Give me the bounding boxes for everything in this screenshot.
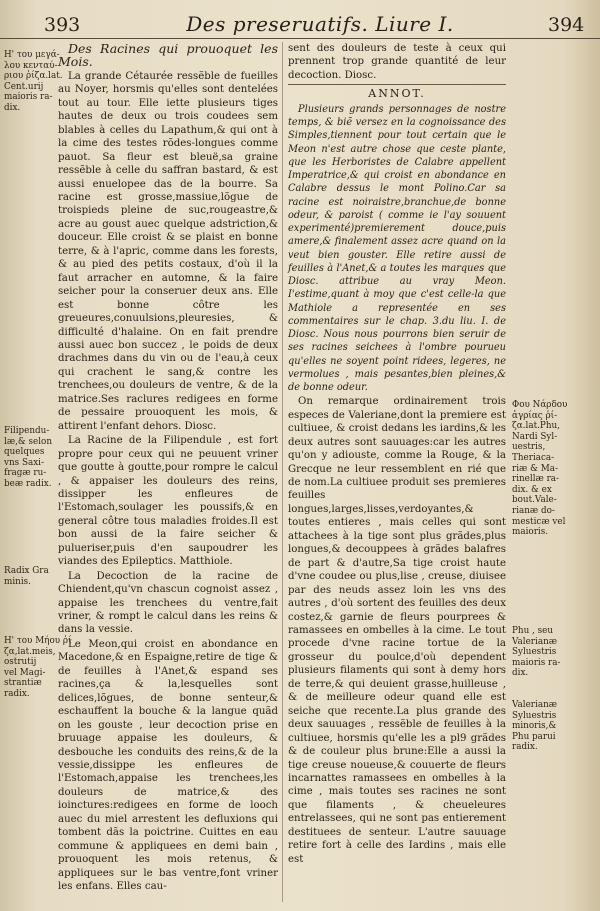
margin-note-valeriana-minor: Valerianæ Syluestris minoris,& Phu parui radix.: [512, 700, 558, 753]
section-title: Des Racines qui prouoquet les Mois.: [58, 41, 278, 70]
running-title: Des preseruatifs. Liure I.: [186, 12, 454, 36]
paragraph-continuation: sent des douleurs de teste à ceux qui prennent trop grande quantité de leur decoction. Diosc.: [288, 43, 506, 81]
paragraph-centaury: La grande Cétaurée ressẽble de fueilles au Noyer, horsmis qu'elles sont dentelées tout au tour. Elle iette plusieurs tiges hautes de deux ou trois coudees sem blables à celles du Lapathum,& qui ont à la cime des testes rõdes-longues comme pauot. Sa fleur est bleuë,sa graine ressẽble à celle du saffran bastard, & est aussi enuelopee das de la bourre. Sa racine est grosse,massiue,lõgue de troispieds pleine de suc,rougeastre,& acre au goust auec quelque adstriction,& douceur. Elle croist & se plaist en bonne terre, & à l'apric, comme dans les forests, & au pied des petits costaux, d'où il la faut arracher en automne, & la faire seicher pour la conseruer deux ans. Elle est bonne côtre les greueures,conuulsions,pleuresies, & difficulté d'halaine. On en fait prendre aussi auec bon succez , le poids de deux drachmes dans du vin ou de l'eau,à ceux qui crachent le sang,& contre les trenchees,ou douleurs de ventre, & de la matrice.Ses raclures redigees en forme de pessaire prouoquent les mois, & attirent l'enfant dehors. Diosc.: [58, 70, 278, 432]
margin-note-valeriana-maior: Phu , seu Valerianæ Syluestris maioris ra- dix.: [512, 626, 561, 679]
annotation-heading: ANNOT.: [288, 84, 506, 100]
running-header: [0, 8, 600, 39]
left-text-column: [58, 42, 278, 895]
paragraph-valeriane: On remarque ordinairement trois especes de Valeriane,dont la premiere est cultiuee, & croist dedans les iardins,& les deux autres sont sauuages:car les autres qu'on y adiouste, comme la Rouge, & la Grecque ne leur ressemblent en rié que de nom.La cultiuee produit ses premieres feuilles longues,larges,lisses,verdoyantes,& toutes entieres , mais celles qui sont attachees à la tige sont plus grãdes,plus longues,& decouppees à grãdes balafres de part & d'autre,Sa tige croist haute d'vne coudee ou plus,lise , creuse, diuisee par des neuds assez loin les vns des autres , d'où sortent des feuilles des deux costez,& garnie de fleurs pourprees & ramassees en ombelles à la cime. Le tout procede d'vne racine tortue de la grosseur du poulce,d'où dependent plusieurs filaments qui sont à demy hors de terre,& qui deuient grasse,huilleuse , & de meilleure odeur quand elle est seiche que recente.La plus grande des deux sauuages , ressẽble de feuilles à la cultiuee, horsmis qu'elle les a pl9 grãdes & de couleur plus brune:Elle a aussi la tige creuse noueuse,& couuerte de fleurs incarnattes ramassees en ombelles à la cime , mais toutes ses racines ne sont que filaments , & cheueleures entrelassees, qui ne sont pas entierement destituees de senteur. L'autre sauuage retire fort à celle des Iardins , mais elle est: [288, 396, 506, 865]
annotation-text: Plusieurs grands personnages de nostre temps, & biẽ versez en la cognoissance des Simples,tiennent pour tout certain que le Meon n'est autre chose que ceste plante, que les Herboristes de Calabre appellent Imperatrice,& qui croist en abondance en Calabre dessus le mont Polino.Car sa racine est noiraistre,branchue,de bonne odeur, & paroist ( comme ie l'ay souuent experimenté)premierement douce,puis amere,& finalement assez acre quand on la veut bien gouster. Elle retire aussi de feuilles à l'Anet,& a toutes les marques que Diosc. attribue au vray Meon. I'estime,quant à moy que c'est celle-la que Mathiole a representée en ses commentaires sur le chap. 3.du liu. I. de Diosc. Nous nous pourrons bien seruir de ses racines seichees à l'ombre pourueu qu'elles ne soyent point ridees, legeres, ne vermolues , mais pesantes,bien pleines,& de bonne odeur.: [288, 103, 506, 394]
paragraph-filipendula: La Racine de la Filipendule , est fort propre pour ceux qui ne peuuent vriner que goutte à goutte,pour rompre le calcul , & appaiser les douleurs des reins, dissipper les enfleures de l'Estomach,soulager les poussifs,& en general côtre tous maladies froides.Il est bon aussi de la faire seicher & pulueriser,puis d'en saupoudrer les viandes des Epileptics. Matthiole.: [58, 435, 278, 568]
column-divider: [282, 42, 283, 902]
margin-note-graminis: Radix Gra minis.: [4, 566, 49, 587]
left-page-number: 393: [44, 14, 81, 36]
margin-note-meon: Η' του Μήου ῥί ζα,lat.meis, ostrutij vel Magi- strantiæ radix.: [4, 636, 72, 699]
paragraph-chiendent: La Decoction de la racine de Chiendent,qu'vn chascun cognoist assez , appaise les trenchees du ventre,fait vriner, & rompt le calcul dans les reins & dans la vessie.: [58, 570, 278, 636]
margin-note-filipendula: Filipendu- læ,& selon quelques vns Saxi- fragæ ru- beæ radix.: [4, 426, 53, 489]
right-text-column: [288, 42, 506, 867]
margin-note-phu-nardi: Φου Νάρδου ἀγρίας ῥί- ζα.lat.Phu, Nardi Syl- uestris, Theriaca- riæ & Ma- rinellæ ra- dix. & ex bout.Vale- rianæ do- mesticæ vel maioris.: [512, 400, 568, 538]
paragraph-meon: Le Meon,qui croist en abondance en Macedone,& en Espaigne,retire de tige & de feuilles à l'Anet,& espand ses racines,ça & la,lesquelles sont delices,lõgues, de bonne senteur,& eschauffent la bouche & la langue quãd on les gouste , leur decoction prise en bruuage appaise les douleurs, & desbouche les conduits des reins,& de la vessie,dissippe les enfleures de l'Estomach,appaise les trenchees,les douleurs de matrice,& des ioinctures:redigees en forme de looch auec du miel arrestent les defluxions qui tombent dãs la poictrine. Cuittes en eau commune & appliquees en demi bain , prouoquent les mois retenus, & appliquees sur le bas ventre,font vriner les enfans. Elles cau-: [58, 638, 278, 893]
right-page-number: 394: [548, 14, 585, 36]
margin-note-centaury: Η' του μεγά- λου κενταύ- ριου ῥίζα.lat. Cent.urij maioris ra- dix.: [4, 50, 63, 113]
